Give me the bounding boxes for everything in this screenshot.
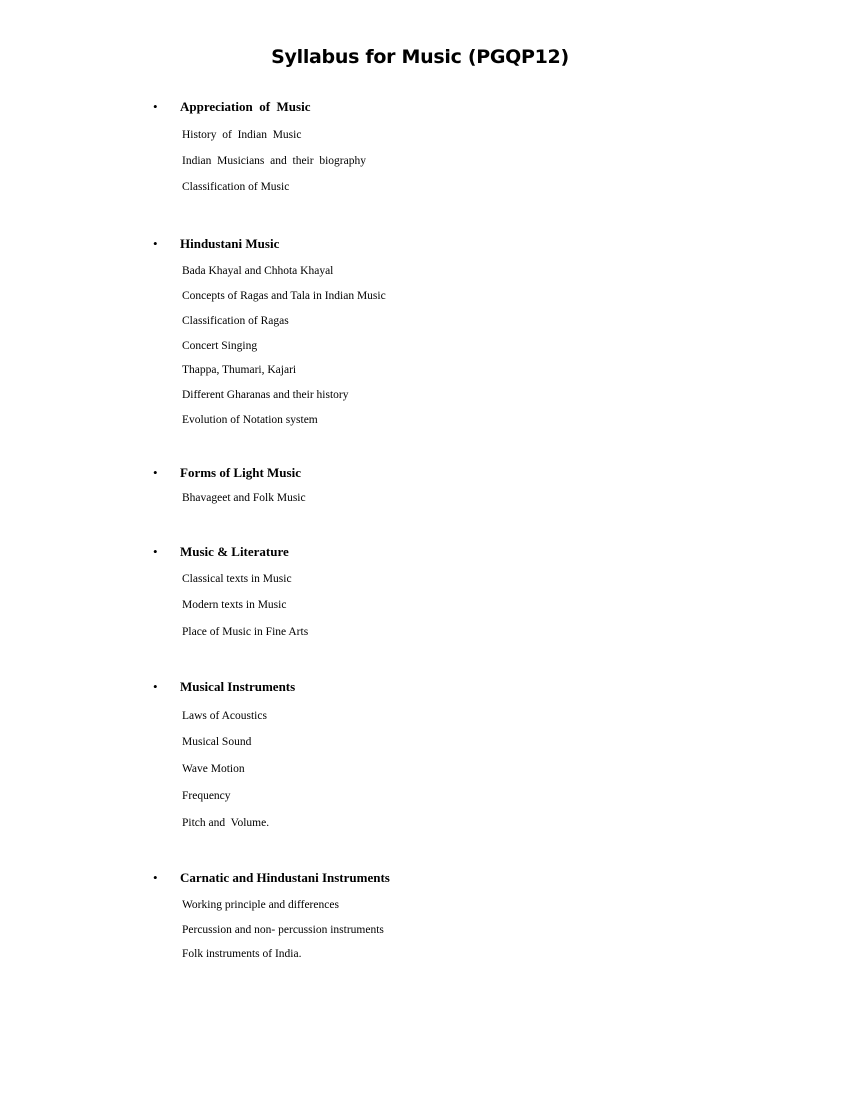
syllabus-item: Folk instruments of India.: [182, 948, 302, 960]
bullet-icon: •: [153, 544, 158, 559]
syllabus-item: Working principle and differences: [182, 899, 339, 911]
section-heading: Musical Instruments: [180, 679, 296, 694]
syllabus-item: Different Gharanas and their history: [182, 389, 349, 401]
syllabus-item: Modern texts in Music: [182, 599, 287, 611]
syllabus-item: Percussion and non- percussion instruments: [182, 924, 384, 936]
section-heading: Appreciation of Music: [180, 99, 311, 114]
syllabus-item: Musical Sound: [182, 736, 252, 748]
syllabus-item: Wave Motion: [182, 763, 245, 775]
syllabus-item: Classification of Ragas: [182, 315, 289, 327]
syllabus-item: Concepts of Ragas and Tala in Indian Music: [182, 290, 386, 302]
bullet-icon: •: [153, 465, 158, 480]
syllabus-item: Concert Singing: [182, 340, 258, 352]
syllabus-item: Bhavageet and Folk Music: [182, 492, 306, 504]
syllabus-item: Pitch and Volume.: [182, 817, 270, 829]
bullet-icon: •: [153, 99, 158, 114]
syllabus-item: Evolution of Notation system: [182, 414, 318, 426]
syllabus-item: Thappa, Thumari, Kajari: [182, 364, 297, 376]
syllabus-item: Bada Khayal and Chhota Khayal: [182, 265, 334, 277]
section-heading: Music & Literature: [180, 544, 289, 559]
section-heading: Forms of Light Music: [180, 465, 301, 480]
syllabus-item: Frequency: [182, 790, 231, 802]
syllabus-item: Classification of Music: [182, 181, 290, 193]
syllabus-item: Place of Music in Fine Arts: [182, 626, 309, 638]
syllabus-item: Laws of Acoustics: [182, 710, 267, 722]
syllabus-item: Classical texts in Music: [182, 573, 292, 585]
bullet-icon: •: [153, 870, 158, 885]
syllabus-item: History of Indian Music: [182, 129, 302, 141]
section-heading: Hindustani Music: [180, 236, 280, 251]
bullet-icon: •: [153, 236, 158, 251]
syllabus-item: Indian Musicians and their biography: [182, 155, 366, 167]
section-heading: Carnatic and Hindustani Instruments: [180, 870, 390, 885]
bullet-icon: •: [153, 679, 158, 694]
page-title: Syllabus for Music (PGQP12): [271, 46, 569, 68]
